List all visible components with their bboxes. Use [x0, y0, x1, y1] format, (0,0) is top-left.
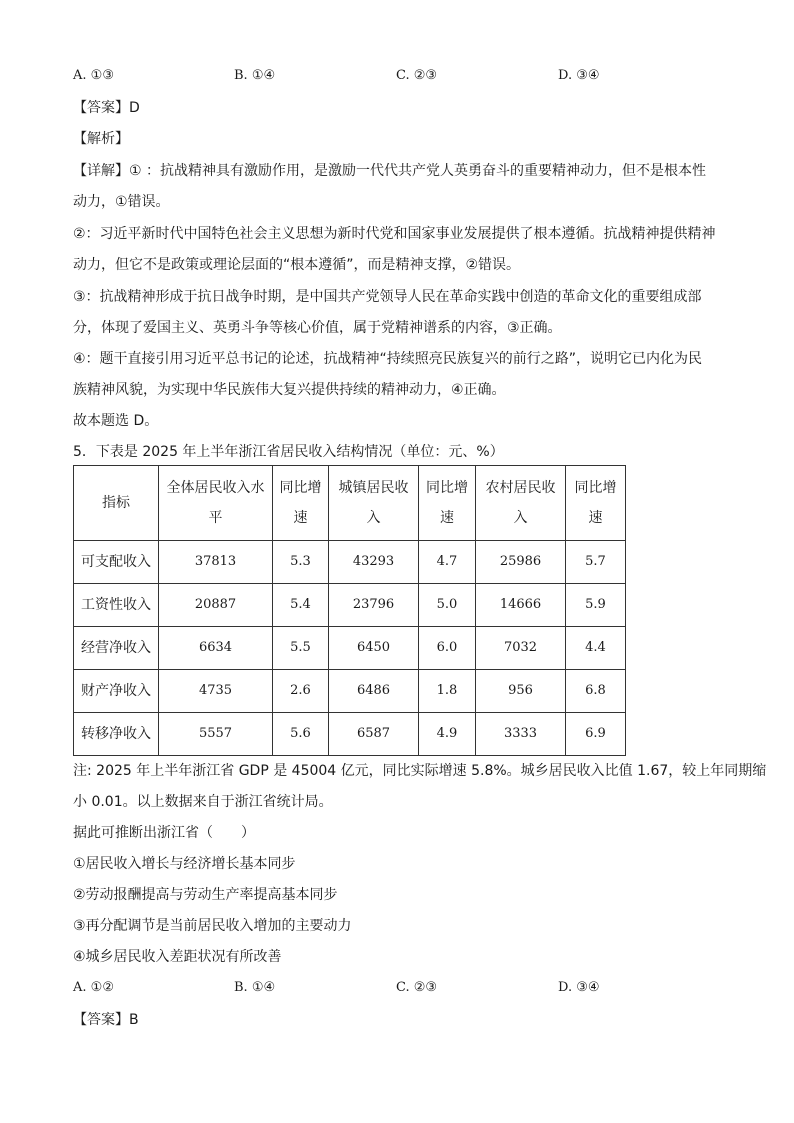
prev-option-d: D. ③④ — [558, 68, 600, 83]
detail-line-8: 族精神风貌，为实现中华民族伟大复兴提供持续的精神动力，④正确。 — [73, 382, 506, 398]
prev-answer — [73, 99, 140, 117]
table-cell: 5.3 — [273, 541, 329, 584]
table-cell: 4735 — [159, 670, 273, 713]
detail-line-7: ④：题干直接引用习近平总书记的论述，抗战精神“持续照亮民族复兴的前行之路”，说明它已内化为民 — [73, 351, 703, 367]
table-cell: 5.9 — [566, 584, 626, 627]
analysis-heading: 【解析】 — [73, 131, 129, 147]
table-header-cell: 农村居民收入 — [476, 466, 566, 541]
detail-line-1: 【详解】① ：抗战精神具有激励作用，是激励一代代共产党人英勇奋斗的重要精神动力，但不是根本性 — [73, 163, 706, 179]
note-line-2: 小 0.01。以上数据来自于浙江省统计局。 — [73, 794, 333, 810]
table-cell: 23796 — [329, 584, 419, 627]
table-cell: 4.9 — [419, 713, 476, 756]
detail-line-6: 分，体现了爱国主义、英勇斗争等核心价值，属于党精神谱系的内容，③正确。 — [73, 320, 562, 336]
table-cell: 工资性收入 — [74, 584, 159, 627]
statement-3: ③再分配调节是当前居民收入增加的主要动力 — [73, 918, 352, 934]
table-row — [74, 541, 626, 584]
table-header-row — [74, 466, 626, 541]
table-cell: 财产净收入 — [74, 670, 159, 713]
table-cell: 37813 — [159, 541, 273, 584]
option-a: A. ①② — [73, 980, 114, 995]
table-cell: 6450 — [329, 627, 419, 670]
table-row — [74, 627, 626, 670]
question-5-stem: 5．下表是 2025 年上半年浙江省居民收入结构情况（单位：元、%） — [73, 444, 504, 460]
table-cell: 25986 — [476, 541, 566, 584]
table-header-cell: 全体居民收入水平 — [159, 466, 273, 541]
table-cell: 6.9 — [566, 713, 626, 756]
table-cell: 43293 — [329, 541, 419, 584]
table-cell: 可支配收入 — [74, 541, 159, 584]
table-cell: 1.8 — [419, 670, 476, 713]
table-cell: 2.6 — [273, 670, 329, 713]
option-b: B. ①④ — [234, 980, 276, 995]
prev-option-b: B. ①④ — [234, 68, 276, 83]
table-cell: 5557 — [159, 713, 273, 756]
answer-label: 【答案】 — [73, 100, 129, 116]
detail-line-2: 动力，①错误。 — [73, 194, 170, 210]
statement-1: ①居民收入增长与经济增长基本同步 — [73, 856, 296, 872]
answer-label: 【答案】 — [73, 1012, 129, 1028]
table-row — [74, 713, 626, 756]
table-cell: 5.4 — [273, 584, 329, 627]
question-5-prompt: 据此可推断出浙江省（ ） — [73, 825, 255, 841]
table-row — [74, 584, 626, 627]
table-header-cell: 同比增速 — [419, 466, 476, 541]
detail-line-5: ③：抗战精神形成于抗日战争时期，是中国共产党领导人民在革命实践中创造的革命文化的重要组成部 — [73, 289, 702, 305]
table-cell: 3333 — [476, 713, 566, 756]
table-header-cell: 指标 — [74, 466, 159, 541]
table-cell: 6.8 — [566, 670, 626, 713]
detail-line-9: 故本题选 D。 — [73, 413, 159, 429]
prev-option-a: A. ①③ — [73, 68, 114, 83]
note-line-1: 注: 2025 年上半年浙江省 GDP 是 45004 亿元，同比实际增速 5.8%。城乡居民收入比值 1.67，较上年同期缩 — [73, 763, 767, 779]
table-cell: 6587 — [329, 713, 419, 756]
table-cell: 5.7 — [566, 541, 626, 584]
table-header-cell: 同比增速 — [273, 466, 329, 541]
detail-line-3: ②：习近平新时代中国特色社会主义思想为新时代党和国家事业发展提供了根本遵循。抗战精神提供精神 — [73, 226, 716, 242]
table-cell: 6634 — [159, 627, 273, 670]
option-c: C. ②③ — [396, 980, 438, 995]
table-cell: 5.5 — [273, 627, 329, 670]
table-cell: 956 — [476, 670, 566, 713]
answer-value: D — [129, 100, 140, 116]
prev-option-c: C. ②③ — [396, 68, 438, 83]
option-d: D. ③④ — [558, 980, 600, 995]
detail-label: 【详解】 — [73, 163, 129, 179]
income-table — [73, 465, 626, 756]
table-cell: 4.4 — [566, 627, 626, 670]
answer-value: B — [129, 1012, 139, 1028]
table-cell: 4.7 — [419, 541, 476, 584]
table-cell: 14666 — [476, 584, 566, 627]
statement-4: ④城乡居民收入差距状况有所改善 — [73, 949, 282, 965]
table-cell: 7032 — [476, 627, 566, 670]
table-cell: 转移净收入 — [74, 713, 159, 756]
table-cell: 6486 — [329, 670, 419, 713]
table-cell: 经营净收入 — [74, 627, 159, 670]
table-cell: 20887 — [159, 584, 273, 627]
question-5-answer — [73, 1011, 139, 1029]
table-cell: 5.0 — [419, 584, 476, 627]
detail-line-4: 动力，但它不是政策或理论层面的“根本遵循”，而是精神支撑，②错误。 — [73, 257, 521, 273]
table-cell: 5.6 — [273, 713, 329, 756]
table-cell: 6.0 — [419, 627, 476, 670]
statement-2: ②劳动报酬提高与劳动生产率提高基本同步 — [73, 887, 338, 903]
table-header-cell: 同比增速 — [566, 466, 626, 541]
table-header-cell: 城镇居民收入 — [329, 466, 419, 541]
table-row — [74, 670, 626, 713]
